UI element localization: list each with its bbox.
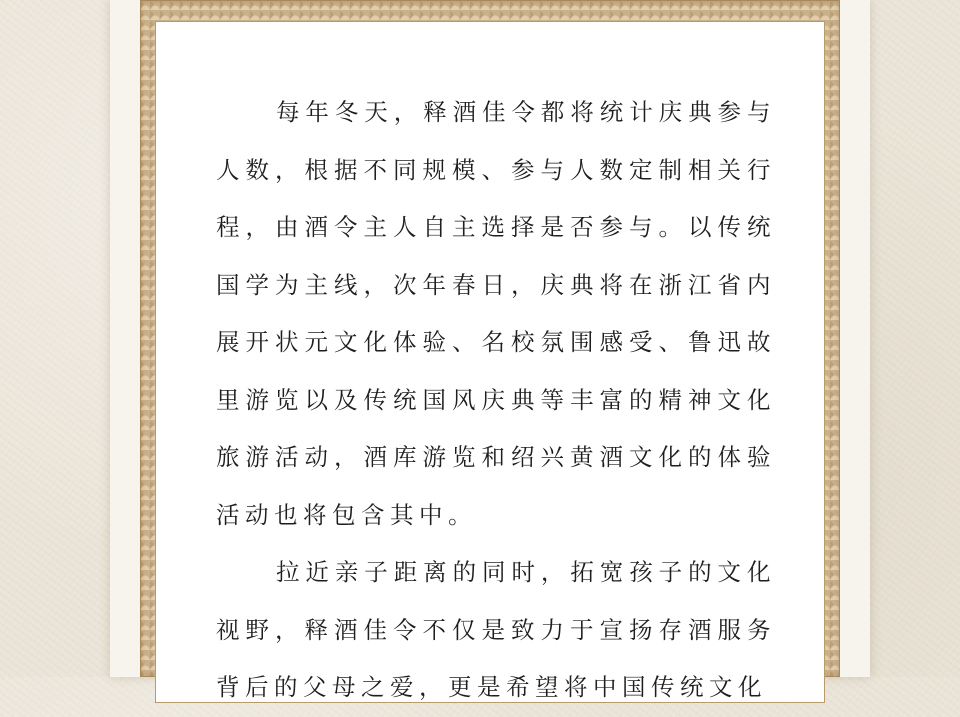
paragraph: 每年冬天，释酒佳令都将统计庆典参与人数，根据不同规模、参与人数定制相关行程，由酒令主人自主选择是否参与。以传统国学为主线，次年春日，庆典将在浙江省内展开状元文化体验、名校氛围感受、鲁迅故里游览以及传统国风庆典等丰富的精神文化旅游活动，酒库游览和绍兴黄酒文化的体验活动也将包含其中。 <box>216 98 776 529</box>
article-body <box>216 84 776 717</box>
paragraph: 拉近亲子距离的同时，拓宽孩子的文化视野，释酒佳令不仅是致力于宣扬存酒服务背后的父母之爱，更是希望将中国传统文化 <box>216 558 776 701</box>
